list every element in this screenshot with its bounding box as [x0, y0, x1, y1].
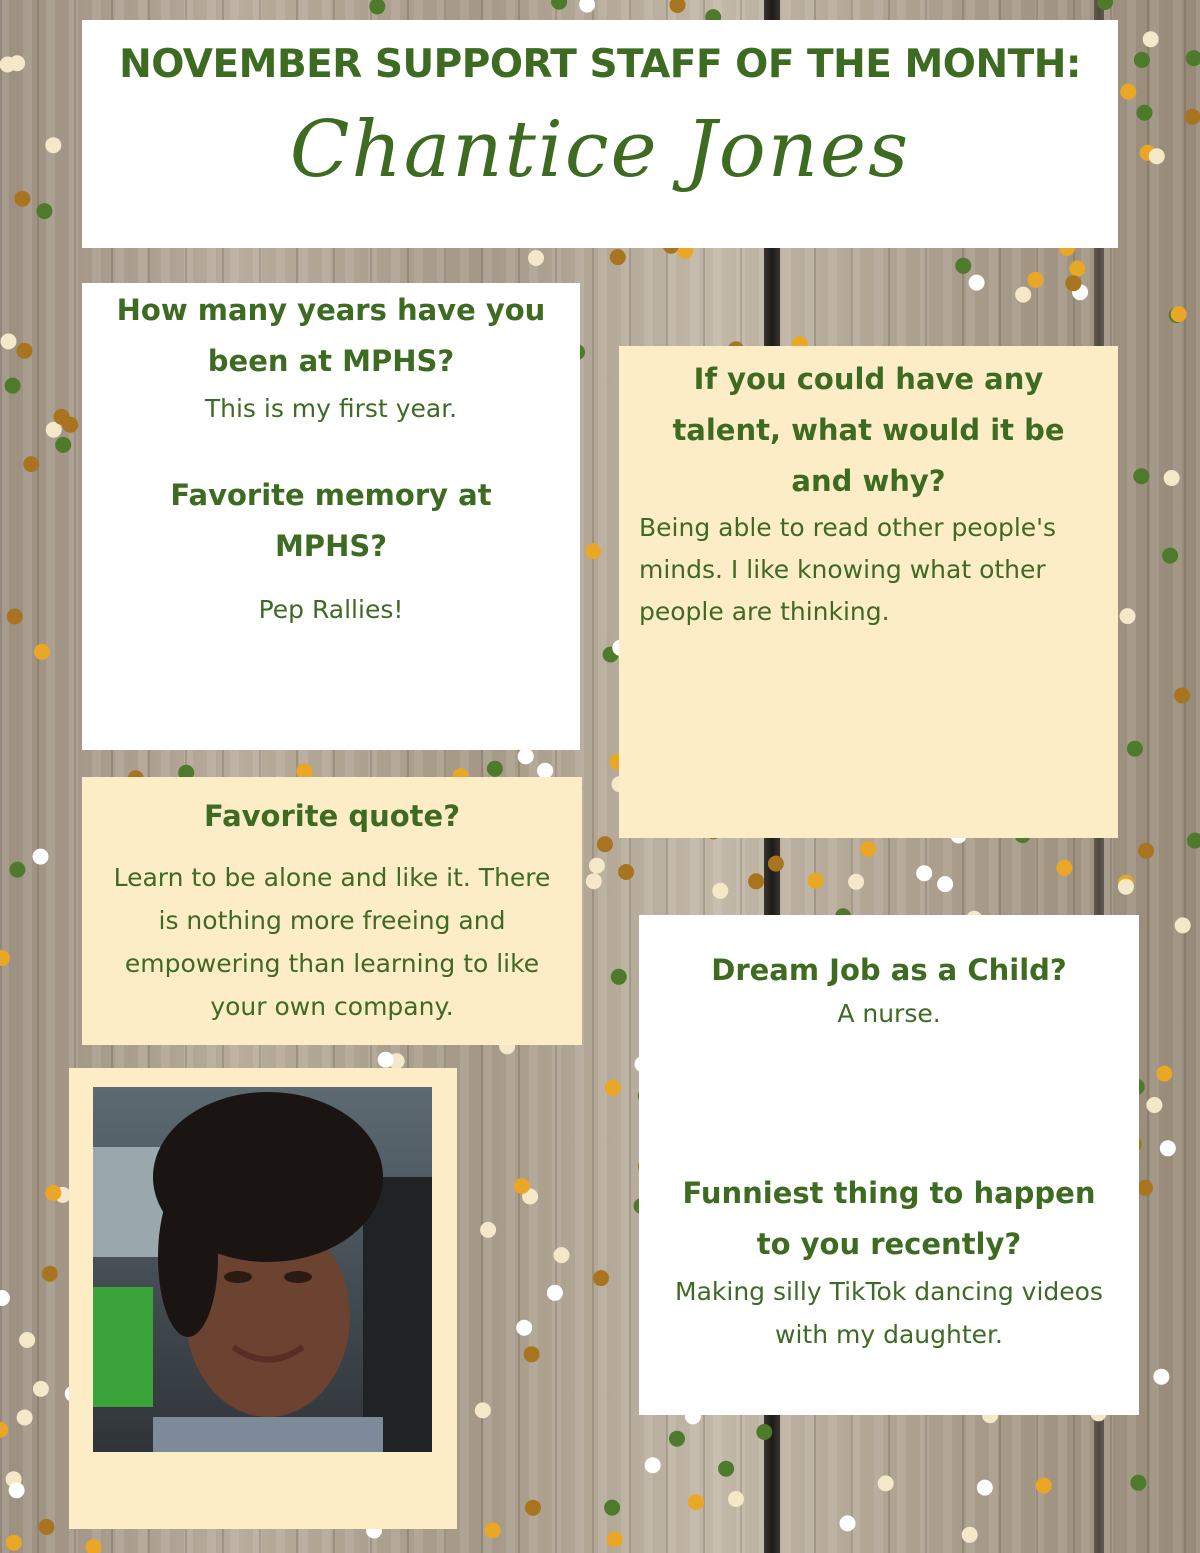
- confetti-dot: [1120, 608, 1136, 624]
- confetti-dot: [969, 275, 985, 291]
- confetti-dot: [33, 849, 49, 865]
- answer-funniest: Making silly TikTok dancing videos with my daughter.: [675, 1277, 1103, 1349]
- confetti-dot: [916, 865, 932, 881]
- confetti-dot: [585, 543, 601, 559]
- confetti-dot: [39, 1519, 55, 1535]
- confetti-dot: [748, 873, 764, 889]
- confetti-dot: [1015, 287, 1031, 303]
- confetti-dot: [9, 1482, 25, 1498]
- confetti-dot: [0, 1422, 8, 1438]
- confetti-dot: [618, 864, 634, 880]
- confetti-dot: [768, 856, 784, 872]
- confetti-dot: [45, 137, 61, 153]
- confetti-dot: [848, 874, 864, 890]
- confetti-dot: [17, 1410, 33, 1426]
- confetti-dot: [6, 1535, 22, 1551]
- confetti-dot: [645, 1457, 661, 1473]
- answer-memory: Pep Rallies!: [258, 595, 404, 624]
- confetti-dot: [1171, 306, 1187, 322]
- confetti-dot: [860, 841, 876, 857]
- confetti-dot: [45, 1185, 61, 1201]
- confetti-dot: [1175, 917, 1191, 933]
- confetti-dot: [514, 1178, 530, 1194]
- confetti-dot: [518, 748, 534, 764]
- confetti-dot: [611, 969, 627, 985]
- confetti-dot: [579, 0, 595, 13]
- confetti-dot: [55, 437, 71, 453]
- confetti-dot: [712, 883, 728, 899]
- confetti-dot: [14, 191, 30, 207]
- confetti-dot: [878, 1475, 894, 1491]
- page-title: NOVEMBER SUPPORT STAFF OF THE MONTH:: [119, 42, 1081, 87]
- confetti-dot: [9, 862, 25, 878]
- question-talent: If you could have any talent, what would it be and why?: [672, 362, 1065, 498]
- confetti-dot: [17, 343, 33, 359]
- question-memory: Favorite memory at MPHS?: [170, 478, 492, 563]
- confetti-dot: [1120, 84, 1136, 100]
- confetti-dot: [480, 1222, 496, 1238]
- confetti-dot: [1097, 0, 1113, 10]
- confetti-dot: [19, 1332, 35, 1348]
- confetti-dot: [1162, 548, 1178, 564]
- confetti-dot: [9, 55, 25, 71]
- confetti-dot: [605, 1080, 621, 1096]
- confetti-dot: [475, 1402, 491, 1418]
- confetti-dot: [1134, 52, 1150, 68]
- confetti-dot: [23, 456, 39, 472]
- question-years: How many years have you been at MPHS?: [116, 293, 546, 378]
- confetti-dot: [1127, 741, 1143, 757]
- confetti-dot: [604, 1500, 620, 1516]
- confetti-dot: [487, 761, 503, 777]
- confetti-dot: [1137, 1180, 1153, 1196]
- confetti-dot: [1164, 470, 1180, 486]
- confetti-dot: [5, 378, 21, 394]
- confetti-dot: [1149, 148, 1165, 164]
- confetti-dot: [962, 1527, 978, 1543]
- confetti-dot: [1160, 1140, 1176, 1156]
- confetti-dot: [33, 1381, 49, 1397]
- staff-photo: [93, 1087, 432, 1452]
- confetti-dot: [0, 1290, 10, 1306]
- confetti-dot: [669, 1431, 685, 1447]
- header-card: [82, 20, 1118, 248]
- talent-card: [619, 346, 1118, 838]
- confetti-dot: [524, 1346, 540, 1362]
- confetti-dot: [597, 836, 613, 852]
- confetti-dot: [1, 333, 17, 349]
- confetti-dot: [937, 876, 953, 892]
- answer-dream-job: A nurse.: [837, 999, 941, 1028]
- confetti-dot: [840, 1515, 856, 1531]
- question-quote: Favorite quote?: [203, 799, 461, 833]
- confetti-dot: [34, 644, 50, 660]
- confetti-dot: [1156, 1066, 1172, 1082]
- confetti-dot: [7, 609, 23, 625]
- confetti-dot: [1069, 261, 1085, 277]
- confetti-dot: [1036, 1478, 1052, 1494]
- confetti-dot: [607, 1531, 623, 1547]
- confetti-dot: [718, 1461, 734, 1477]
- confetti-dot: [1137, 105, 1153, 121]
- confetti-dot: [1027, 272, 1043, 288]
- confetti-dot: [589, 858, 605, 874]
- confetti-dot: [1146, 1097, 1162, 1113]
- staff-name: Chantice Jones: [289, 105, 911, 195]
- answer-talent: Being able to read other people's minds. I like knowing what other people are thinking.: [639, 513, 1057, 626]
- confetti-dot: [670, 0, 686, 13]
- confetti-dot: [1065, 275, 1081, 291]
- answer-years: This is my first year.: [204, 394, 458, 423]
- confetti-dot: [554, 1247, 570, 1263]
- confetti-dot: [485, 1522, 501, 1538]
- confetti-dot: [86, 1539, 102, 1553]
- confetti-dot: [593, 1270, 609, 1286]
- confetti-dot: [1143, 31, 1159, 47]
- confetti-dot: [551, 0, 567, 10]
- confetti-dot: [977, 1480, 993, 1496]
- confetti-dot: [547, 1285, 563, 1301]
- confetti-dot: [1153, 1369, 1169, 1385]
- confetti-dot: [955, 258, 971, 274]
- confetti-dot: [1138, 843, 1154, 859]
- confetti-dot: [1118, 879, 1134, 895]
- question-dream-job: Dream Job as a Child?: [711, 953, 1067, 987]
- answer-quote: Learn to be alone and like it. There is nothing more freeing and empowering than learning to like your own company.: [113, 863, 551, 1021]
- confetti-dot: [369, 0, 385, 15]
- confetti-dot: [586, 873, 602, 889]
- confetti-dot: [1133, 468, 1149, 484]
- confetti-dot: [728, 1491, 744, 1507]
- confetti-dot: [688, 1494, 704, 1510]
- confetti-dot: [525, 1500, 541, 1516]
- confetti-dot: [1056, 860, 1072, 876]
- confetti-dot: [528, 250, 544, 266]
- question-funniest: Funniest thing to happen to you recently?: [682, 1176, 1096, 1261]
- quote-card: [82, 777, 582, 1045]
- confetti-dot: [1174, 688, 1190, 704]
- confetti-dot: [42, 1266, 58, 1282]
- confetti-dot: [756, 1424, 772, 1440]
- confetti-dot: [610, 249, 626, 265]
- confetti-dot: [378, 1052, 394, 1068]
- confetti-dot: [1130, 1475, 1146, 1491]
- confetti-dot: [54, 409, 70, 425]
- dream-job-card: [639, 915, 1139, 1415]
- confetti-dot: [1186, 50, 1200, 66]
- confetti-dot: [516, 1320, 532, 1336]
- confetti-dot: [1185, 109, 1200, 125]
- confetti-dot: [1187, 833, 1200, 849]
- confetti-dot: [36, 203, 52, 219]
- years-card: [82, 283, 580, 750]
- confetti-dot: [0, 950, 10, 966]
- confetti-dot: [808, 873, 824, 889]
